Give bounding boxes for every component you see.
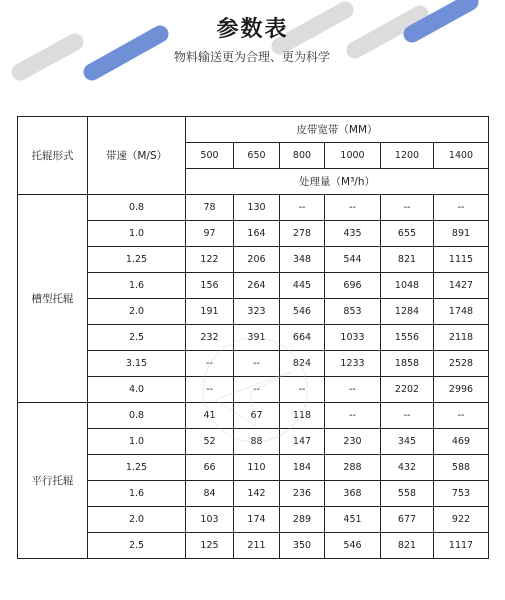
table-row <box>18 195 489 221</box>
capacity-cell: 546 <box>325 533 381 559</box>
width-cell: 1200 <box>381 143 434 169</box>
capacity-cell: 1117 <box>434 533 489 559</box>
capacity-cell: 236 <box>280 481 325 507</box>
capacity-cell: 289 <box>280 507 325 533</box>
capacity-cell: 278 <box>280 221 325 247</box>
capacity-cell: 84 <box>186 481 234 507</box>
table-row <box>18 299 489 325</box>
capacity-cell: 853 <box>325 299 381 325</box>
capacity-cell: -- <box>325 195 381 221</box>
capacity-cell: 588 <box>434 455 489 481</box>
capacity-cell: -- <box>234 377 280 403</box>
width-cell: 1400 <box>434 143 489 169</box>
capacity-cell: 1427 <box>434 273 489 299</box>
capacity-cell: 2118 <box>434 325 489 351</box>
capacity-cell: 664 <box>280 325 325 351</box>
capacity-cell: 1858 <box>381 351 434 377</box>
speed-cell: 3.15 <box>88 351 186 377</box>
capacity-cell: 753 <box>434 481 489 507</box>
capacity-cell: 110 <box>234 455 280 481</box>
capacity-cell: 122 <box>186 247 234 273</box>
width-cell: 1000 <box>325 143 381 169</box>
capacity-cell: 288 <box>325 455 381 481</box>
capacity-cell: 66 <box>186 455 234 481</box>
group-trough-idler-label: 槽型托辊 <box>18 195 88 403</box>
speed-cell: 2.0 <box>88 299 186 325</box>
capacity-cell: -- <box>280 377 325 403</box>
capacity-cell: 469 <box>434 429 489 455</box>
width-cell: 650 <box>234 143 280 169</box>
capacity-cell: 147 <box>280 429 325 455</box>
capacity-cell: -- <box>186 351 234 377</box>
capacity-cell: -- <box>280 195 325 221</box>
table-row <box>18 455 489 481</box>
capacity-cell: -- <box>381 195 434 221</box>
capacity-cell: 174 <box>234 507 280 533</box>
speed-cell: 2.5 <box>88 325 186 351</box>
speed-cell: 2.0 <box>88 507 186 533</box>
capacity-cell: 451 <box>325 507 381 533</box>
speed-cell: 0.8 <box>88 403 186 429</box>
capacity-cell: 348 <box>280 247 325 273</box>
capacity-cell: 821 <box>381 247 434 273</box>
capacity-cell: 211 <box>234 533 280 559</box>
capacity-cell: 1048 <box>381 273 434 299</box>
capacity-cell: 432 <box>381 455 434 481</box>
width-cell: 500 <box>186 143 234 169</box>
capacity-cell: -- <box>186 377 234 403</box>
capacity-cell: 1748 <box>434 299 489 325</box>
speed-cell: 2.5 <box>88 533 186 559</box>
capacity-cell: 821 <box>381 533 434 559</box>
capacity-cell: 2202 <box>381 377 434 403</box>
capacity-cell: 41 <box>186 403 234 429</box>
capacity-cell: -- <box>381 403 434 429</box>
capacity-cell: 1284 <box>381 299 434 325</box>
page-subtitle: 物料输送更为合理、更为科学 <box>174 50 331 64</box>
capacity-cell: 88 <box>234 429 280 455</box>
capacity-cell: 891 <box>434 221 489 247</box>
speed-cell: 1.25 <box>88 247 186 273</box>
capacity-cell: -- <box>434 403 489 429</box>
capacity-cell: 345 <box>381 429 434 455</box>
capacity-cell: 435 <box>325 221 381 247</box>
capacity-cell: 184 <box>280 455 325 481</box>
capacity-cell: 130 <box>234 195 280 221</box>
header-capacity: 处理量（M³/h） <box>186 169 489 195</box>
capacity-cell: 445 <box>280 273 325 299</box>
capacity-cell: 922 <box>434 507 489 533</box>
capacity-cell: 230 <box>325 429 381 455</box>
watermark-logo <box>195 330 315 450</box>
capacity-cell: -- <box>434 195 489 221</box>
group-parallel-idler-label: 平行托辊 <box>18 403 88 559</box>
capacity-cell: 2528 <box>434 351 489 377</box>
table-row <box>18 481 489 507</box>
header-banner <box>0 0 505 100</box>
page-title: 参数表 <box>216 17 289 42</box>
speed-cell: 4.0 <box>88 377 186 403</box>
header-row <box>18 117 489 143</box>
capacity-cell: 677 <box>381 507 434 533</box>
capacity-cell: 655 <box>381 221 434 247</box>
capacity-cell: -- <box>325 403 381 429</box>
capacity-cell: 350 <box>280 533 325 559</box>
capacity-cell: 1115 <box>434 247 489 273</box>
capacity-cell: 696 <box>325 273 381 299</box>
capacity-cell: -- <box>234 351 280 377</box>
capacity-cell: 368 <box>325 481 381 507</box>
capacity-cell: 558 <box>381 481 434 507</box>
table-row <box>18 273 489 299</box>
capacity-cell: 67 <box>234 403 280 429</box>
capacity-cell: 391 <box>234 325 280 351</box>
capacity-cell: 264 <box>234 273 280 299</box>
table-row <box>18 507 489 533</box>
table-row <box>18 221 489 247</box>
speed-cell: 1.0 <box>88 429 186 455</box>
header-belt-speed: 带速（M/S） <box>88 117 186 195</box>
capacity-cell: 206 <box>234 247 280 273</box>
capacity-cell: 232 <box>186 325 234 351</box>
capacity-cell: 125 <box>186 533 234 559</box>
capacity-cell: 156 <box>186 273 234 299</box>
capacity-cell: 52 <box>186 429 234 455</box>
capacity-cell: 544 <box>325 247 381 273</box>
capacity-cell: 2996 <box>434 377 489 403</box>
capacity-cell: 1233 <box>325 351 381 377</box>
capacity-cell: 78 <box>186 195 234 221</box>
header-belt-width: 皮带宽带（MM） <box>186 117 489 143</box>
speed-cell: 1.6 <box>88 481 186 507</box>
capacity-cell: 191 <box>186 299 234 325</box>
capacity-cell: -- <box>325 377 381 403</box>
capacity-cell: 824 <box>280 351 325 377</box>
capacity-cell: 103 <box>186 507 234 533</box>
speed-cell: 1.0 <box>88 221 186 247</box>
speed-cell: 1.6 <box>88 273 186 299</box>
table-row <box>18 247 489 273</box>
capacity-cell: 118 <box>280 403 325 429</box>
capacity-cell: 142 <box>234 481 280 507</box>
capacity-cell: 546 <box>280 299 325 325</box>
table-row <box>18 533 489 559</box>
speed-cell: 0.8 <box>88 195 186 221</box>
capacity-cell: 97 <box>186 221 234 247</box>
speed-cell: 1.25 <box>88 455 186 481</box>
header-idler-type: 托辊形式 <box>18 117 88 195</box>
width-cell: 800 <box>280 143 325 169</box>
capacity-cell: 323 <box>234 299 280 325</box>
capacity-cell: 164 <box>234 221 280 247</box>
capacity-cell: 1556 <box>381 325 434 351</box>
capacity-cell: 1033 <box>325 325 381 351</box>
